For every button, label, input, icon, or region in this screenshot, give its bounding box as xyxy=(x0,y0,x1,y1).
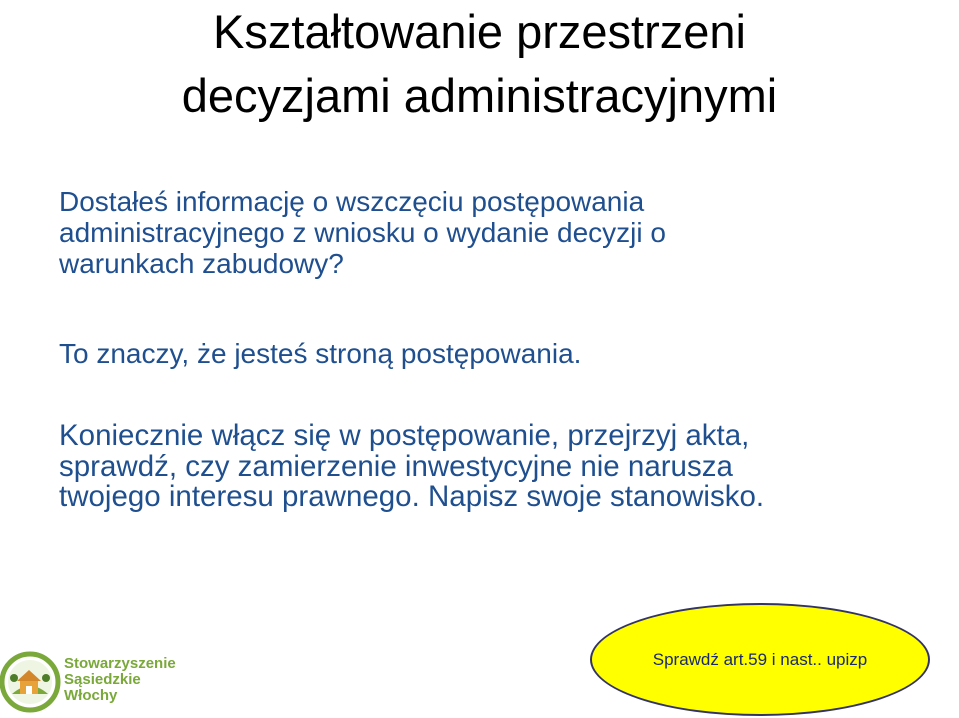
paragraph-question xyxy=(59,186,939,279)
slide-title-line-2: decyzjami administracyjnymi xyxy=(181,69,778,122)
organization-name xyxy=(64,656,176,704)
paragraph-advice xyxy=(59,421,939,513)
paragraph-line: To znaczy, że jesteś stroną postępowania. xyxy=(59,338,582,369)
organization-name-line: Włochy xyxy=(64,687,118,704)
paragraph-line: Dostałeś informację o wszczęciu postępowania xyxy=(59,186,645,217)
paragraph-line: warunkach zabudowy? xyxy=(59,248,344,279)
organization-name-line: Stowarzyszenie xyxy=(64,655,176,672)
paragraph-line: Koniecznie włącz się w postępowanie, przejrzyj akta, xyxy=(59,419,750,452)
slide-title-line-1: Kształtowanie przestrzeni xyxy=(213,5,746,58)
legal-reference-callout xyxy=(590,603,930,716)
organization-name-line: Sąsiedzkie xyxy=(64,671,141,688)
paragraph-line: twojego interesu prawnego. Napisz swoje stanowisko. xyxy=(59,480,765,513)
paragraph-line: sprawdź, czy zamierzenie inwestycyjne nie narusza xyxy=(59,449,733,483)
paragraph-party-status xyxy=(59,338,939,369)
paragraph-line: administracyjnego z wniosku o wydanie decyzji o xyxy=(59,217,666,248)
callout-text: Sprawdź art.59 i nast.. upizp xyxy=(652,650,868,669)
slide-title xyxy=(0,0,959,128)
